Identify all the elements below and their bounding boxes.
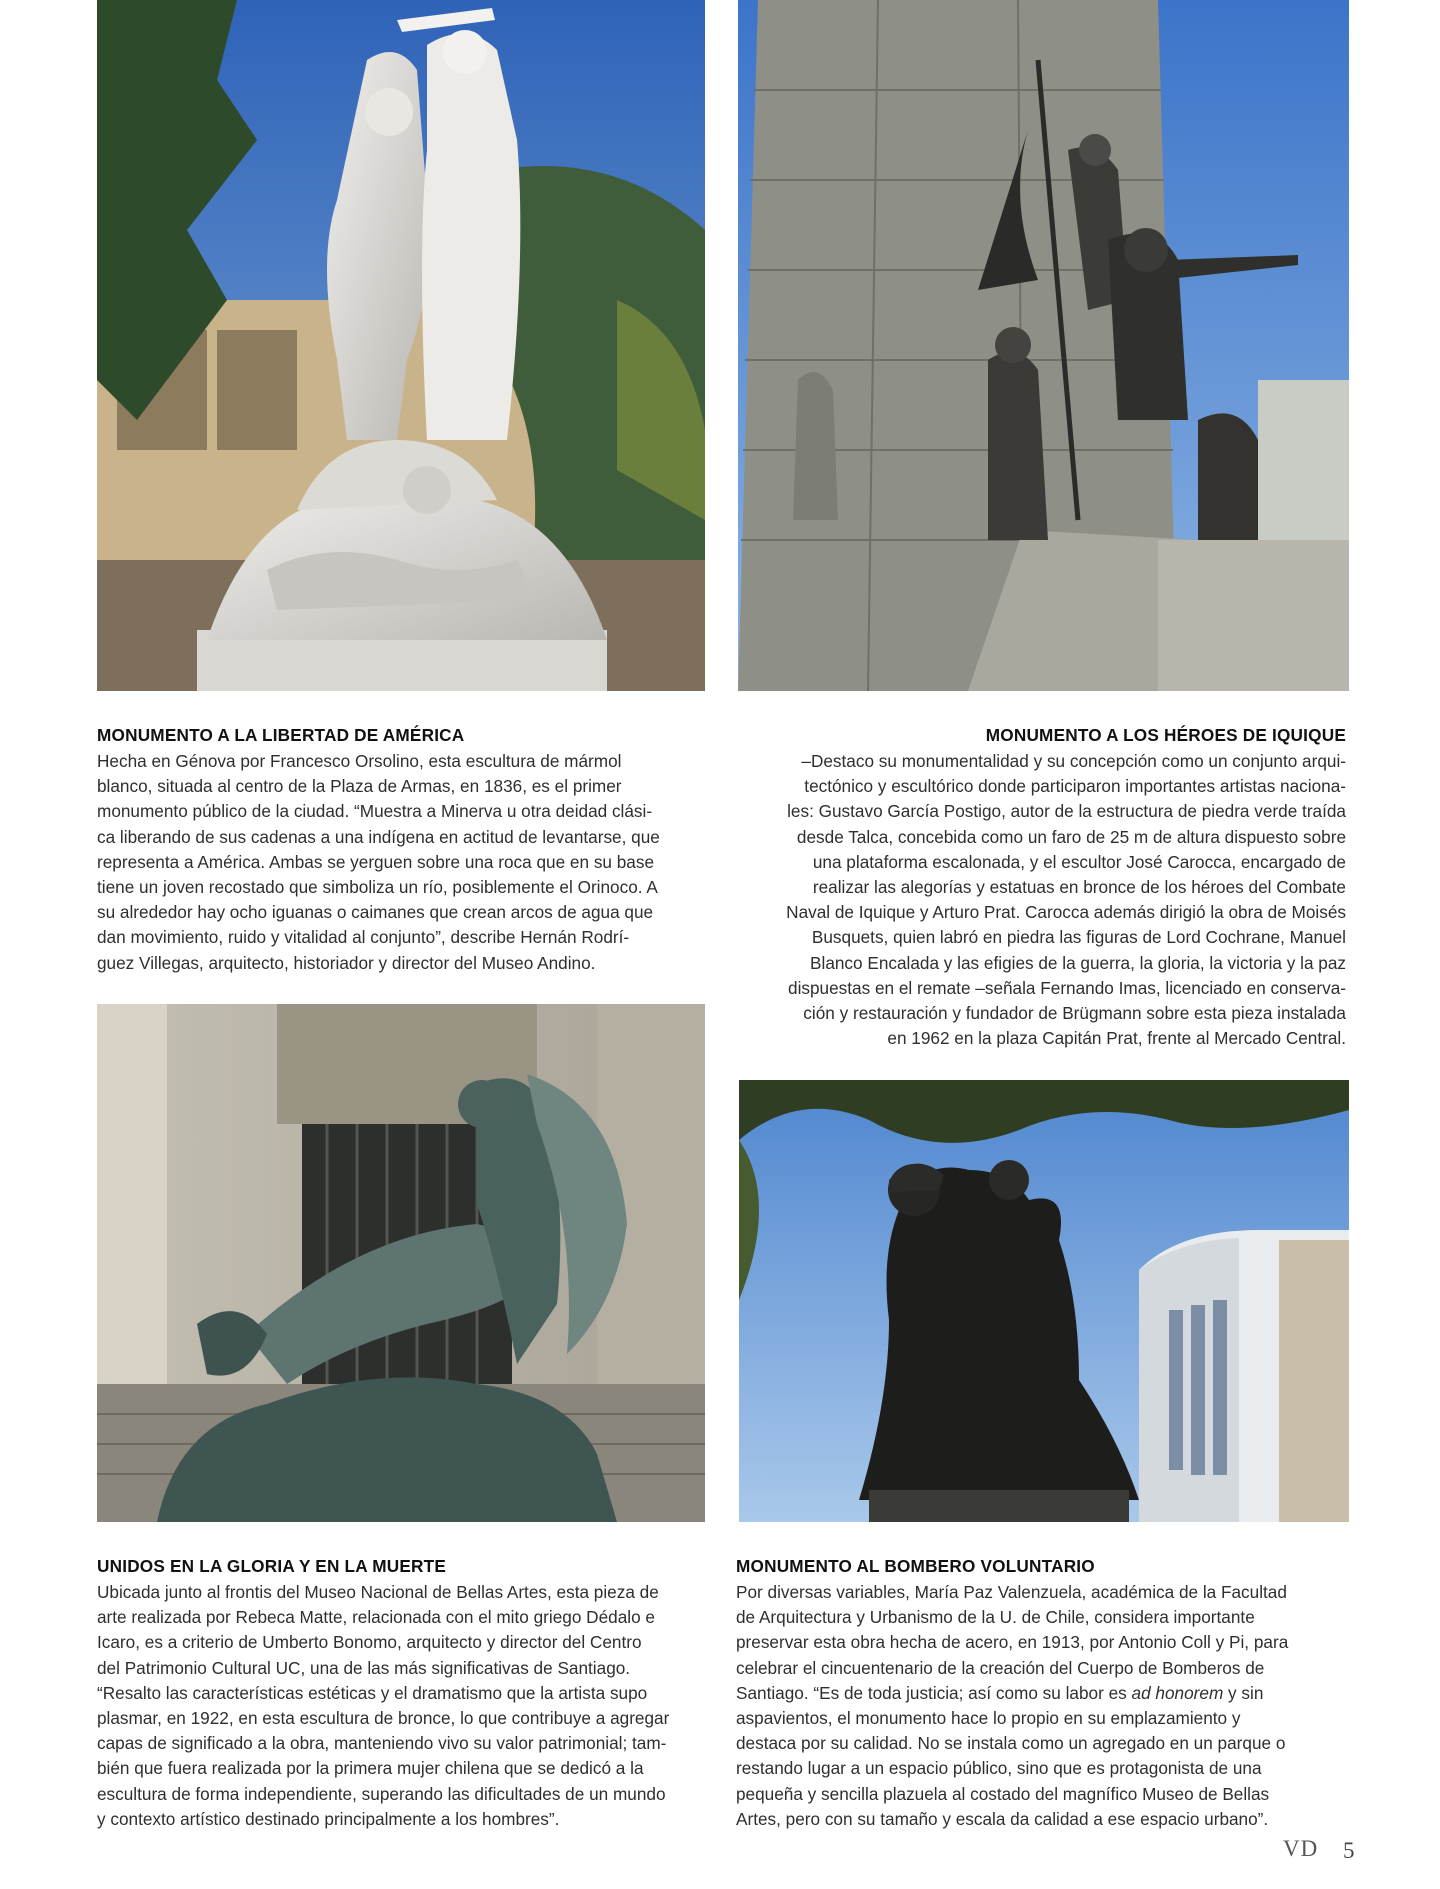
body-line: pequeña y sencilla plazuela al costado del magnífico Museo de Bellas — [736, 1783, 1270, 1804]
body-line: de Arquitectura y Urbanismo de la U. de Chile, considera importante — [736, 1607, 1255, 1628]
body-line: –Destaco su monumentalidad y su concepción como un conjunto arqui- — [801, 751, 1346, 771]
article-monumento-libertad-america — [97, 723, 717, 976]
body-line: ca liberando de sus cadenas a una indígena en actitud de levantarse, que — [97, 826, 660, 847]
body-line: bién que fuera realizada por la primera mujer chilena que se dedicó a la — [97, 1758, 644, 1779]
body-line: una plataforma escalonada, y el escultor José Carocca, encargado de — [812, 851, 1346, 872]
article-title: MONUMENTO A LOS HÉROES DE IQUIQUE — [985, 725, 1346, 745]
body-line: representa a América. Ambas se yerguen sobre una roca que en su base — [97, 851, 655, 872]
article-title: MONUMENTO A LA LIBERTAD DE AMÉRICA — [97, 725, 465, 745]
body-line-mixed — [736, 1681, 1352, 1706]
article-body — [736, 1580, 1352, 1832]
body-line: arte realizada por Rebeca Matte, relacionada con el mito griego Dédalo e — [97, 1607, 655, 1628]
body-text-segment: y sin — [1223, 1682, 1264, 1703]
article-title: UNIDOS EN LA GLORIA Y EN LA MUERTE — [97, 1556, 446, 1576]
article-monumento-heroes-iquique — [730, 723, 1346, 1051]
photo-bombero-illustration — [739, 1080, 1349, 1522]
body-line: preservar esta obra hecha de acero, en 1913, por Antonio Coll y Pi, para — [736, 1632, 1289, 1653]
photo-monumento-heroes-iquique — [738, 0, 1349, 691]
body-line: Blanco Encalada y las efigies de la guerra, la gloria, la victoria y la paz — [810, 952, 1346, 973]
article-body — [97, 1580, 717, 1832]
page-number: 5 — [1343, 1838, 1355, 1863]
body-line: dispuestas en el remate –señala Fernando Imas, licenciado en conserva- — [788, 977, 1346, 998]
body-line: Artes, pero con su tamaño y escala da calidad a ese espacio urbano”. — [736, 1808, 1269, 1829]
photo-gloria-illustration — [97, 1004, 705, 1522]
body-line: desde Talca, concebida como un faro de 25 m de altura dispuesto sobre — [796, 826, 1346, 847]
photo-libertad-illustration — [97, 0, 705, 691]
body-line: escultura de forma independiente, superando las dificultades de un mundo — [97, 1783, 666, 1804]
body-line: y contexto artístico destinado principalmente a los hombres”. — [97, 1808, 560, 1829]
body-line: su alrededor hay ocho iguanas o caimanes que crean arcos de agua que — [97, 902, 654, 923]
magazine-brand: VD — [1283, 1836, 1319, 1861]
body-line: celebrar el cincuentenario de la creación del Cuerpo de Bomberos de — [736, 1657, 1265, 1678]
photo-unidos-gloria-muerte — [97, 1004, 705, 1522]
body-line: en 1962 en la plaza Capitán Prat, frente al Mercado Central. — [887, 1028, 1346, 1049]
photo-iquique-illustration — [738, 0, 1349, 691]
body-line: Busquets, quien labró en piedra las figuras de Lord Cochrane, Manuel — [811, 927, 1346, 948]
body-line: Icaro, es a criterio de Umberto Bonomo, arquitecto y director del Centro — [97, 1632, 642, 1653]
body-line: dan movimiento, ruido y vitalidad al conjunto”, describe Hernán Rodrí- — [97, 927, 630, 948]
article-unidos-gloria-muerte — [97, 1554, 717, 1832]
body-line: Hecha en Génova por Francesco Orsolino, esta escultura de mármol — [97, 751, 622, 771]
body-line: aspavientos, el monumento hace lo propio en su emplazamiento y — [736, 1708, 1241, 1729]
body-line: destaca por su calidad. No se instala como un agregado en un parque o — [736, 1733, 1286, 1754]
body-line: capas de significado a la obra, manteniendo vivo su valor patrimonial; tam- — [97, 1733, 667, 1754]
body-line: del Patrimonio Cultural UC, una de las más significativas de Santiago. — [97, 1657, 631, 1678]
article-monumento-bombero-voluntario — [736, 1554, 1352, 1832]
body-line: Por diversas variables, María Paz Valenzuela, académica de la Facultad — [736, 1582, 1287, 1602]
body-line: ción y restauración y fundador de Brügmann sobre esta pieza instalada — [803, 1003, 1346, 1024]
photo-monumento-bombero-voluntario — [739, 1080, 1349, 1522]
body-line: blanco, situada al centro de la Plaza de Armas, en 1836, es el primer — [97, 776, 622, 797]
italic-phrase: ad honorem — [1131, 1682, 1224, 1703]
body-line: “Resalto las características estéticas y el dramatismo que la artista supo — [97, 1682, 648, 1703]
body-line: les: Gustavo García Postigo, autor de la estructura de piedra verde traída — [787, 801, 1346, 822]
body-line: tectónico y escultórico donde participaron importantes artistas naciona- — [804, 776, 1346, 797]
body-line: realizar las alegorías y estatuas en bronce de los héroes del Combate — [812, 877, 1346, 898]
body-line: Ubicada junto al frontis del Museo Nacional de Bellas Artes, esta pieza de — [97, 1582, 659, 1602]
body-line: tiene un joven recostado que simboliza un río, posiblemente el Orinoco. A — [97, 877, 658, 898]
body-line: plasmar, en 1922, en esta escultura de bronce, lo que contribuye a agregar — [97, 1708, 670, 1729]
article-body — [97, 749, 717, 976]
body-line: restando lugar a un espacio público, sino que es protagonista de una — [736, 1758, 1262, 1779]
photo-monumento-libertad-america — [97, 0, 705, 691]
body-text-segment: Santiago. “Es de toda justicia; así como su labor es — [736, 1682, 1132, 1703]
body-line: monumento público de la ciudad. “Muestra a Minerva u otra deidad clási- — [97, 801, 653, 822]
article-title: MONUMENTO AL BOMBERO VOLUNTARIO — [736, 1556, 1095, 1576]
article-body — [730, 749, 1346, 1051]
body-line: guez Villegas, arquitecto, historiador y director del Museo Andino. — [97, 952, 596, 973]
body-line: Naval de Iquique y Arturo Prat. Carocca además dirigió la obra de Moisés — [786, 902, 1346, 923]
